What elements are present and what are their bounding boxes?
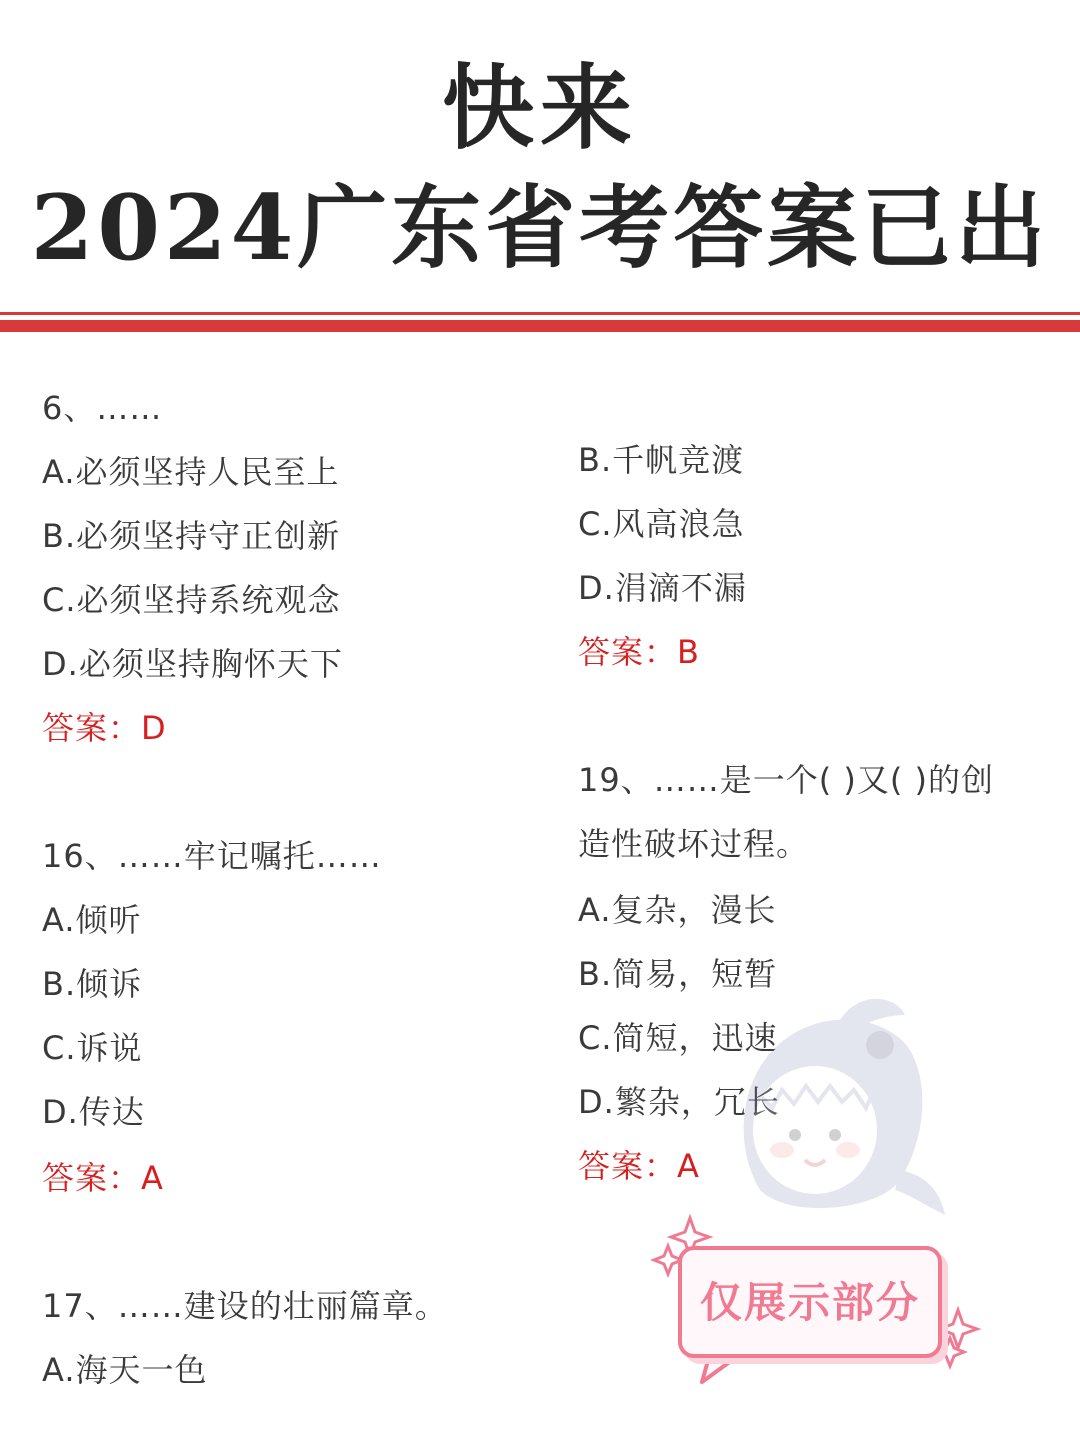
header-divider-thin [0, 312, 1080, 315]
q17-answer: 答案：B [578, 633, 700, 671]
q19-option-c: C.简短，迅速 [578, 1019, 778, 1057]
q6-option-a: A.必须坚持人民至上 [42, 453, 340, 491]
question-16: 16、……牢记嘱托…… [42, 837, 382, 875]
q6-option-c: C.必须坚持系统观念 [42, 581, 341, 619]
q16-option-d: D.传达 [42, 1093, 145, 1131]
badge-box [678, 1246, 942, 1358]
q16-option-b: B.倾诉 [42, 965, 143, 1003]
q19-option-d: D.繁杂，冗长 [578, 1083, 780, 1121]
header-divider-thick [0, 320, 1080, 332]
question-17: 17、……建设的壮丽篇章。 [42, 1287, 448, 1325]
partial-display-badge [650, 1210, 990, 1390]
q19-option-a: A.复杂，漫长 [578, 891, 777, 929]
question-6: 6、…… [42, 389, 163, 427]
q19-answer: 答案：A [578, 1147, 700, 1185]
badge-text: 仅展示部分 [699, 1278, 920, 1327]
question-19-line2: 造性破坏过程。 [578, 825, 810, 863]
page-title-line1: 快来 [441, 54, 638, 162]
q6-option-d: D.必须坚持胸怀天下 [42, 645, 343, 683]
q17-option-c: C.风高浪急 [578, 505, 745, 543]
q6-option-b: B.必须坚持守正创新 [42, 517, 341, 555]
question-19-line1: 19、……是一个( )又( )的创 [578, 761, 995, 799]
q19-option-b: B.简易，短暂 [578, 955, 778, 993]
q17-option-d: D.涓滴不漏 [578, 569, 747, 607]
shark-mascot-icon [720, 990, 950, 1230]
q16-option-a: A.倾听 [42, 901, 142, 939]
q16-answer: 答案：A [42, 1159, 164, 1197]
q17-option-b: B.千帆竞渡 [578, 441, 745, 479]
sparkle-icon [939, 1310, 977, 1348]
q16-option-c: C.诉说 [42, 1029, 143, 1067]
q6-answer: 答案：D [42, 709, 167, 747]
q17-option-a: A.海天一色 [42, 1351, 208, 1389]
page-title-line2: 2024广东省考答案已出 [30, 175, 1050, 281]
